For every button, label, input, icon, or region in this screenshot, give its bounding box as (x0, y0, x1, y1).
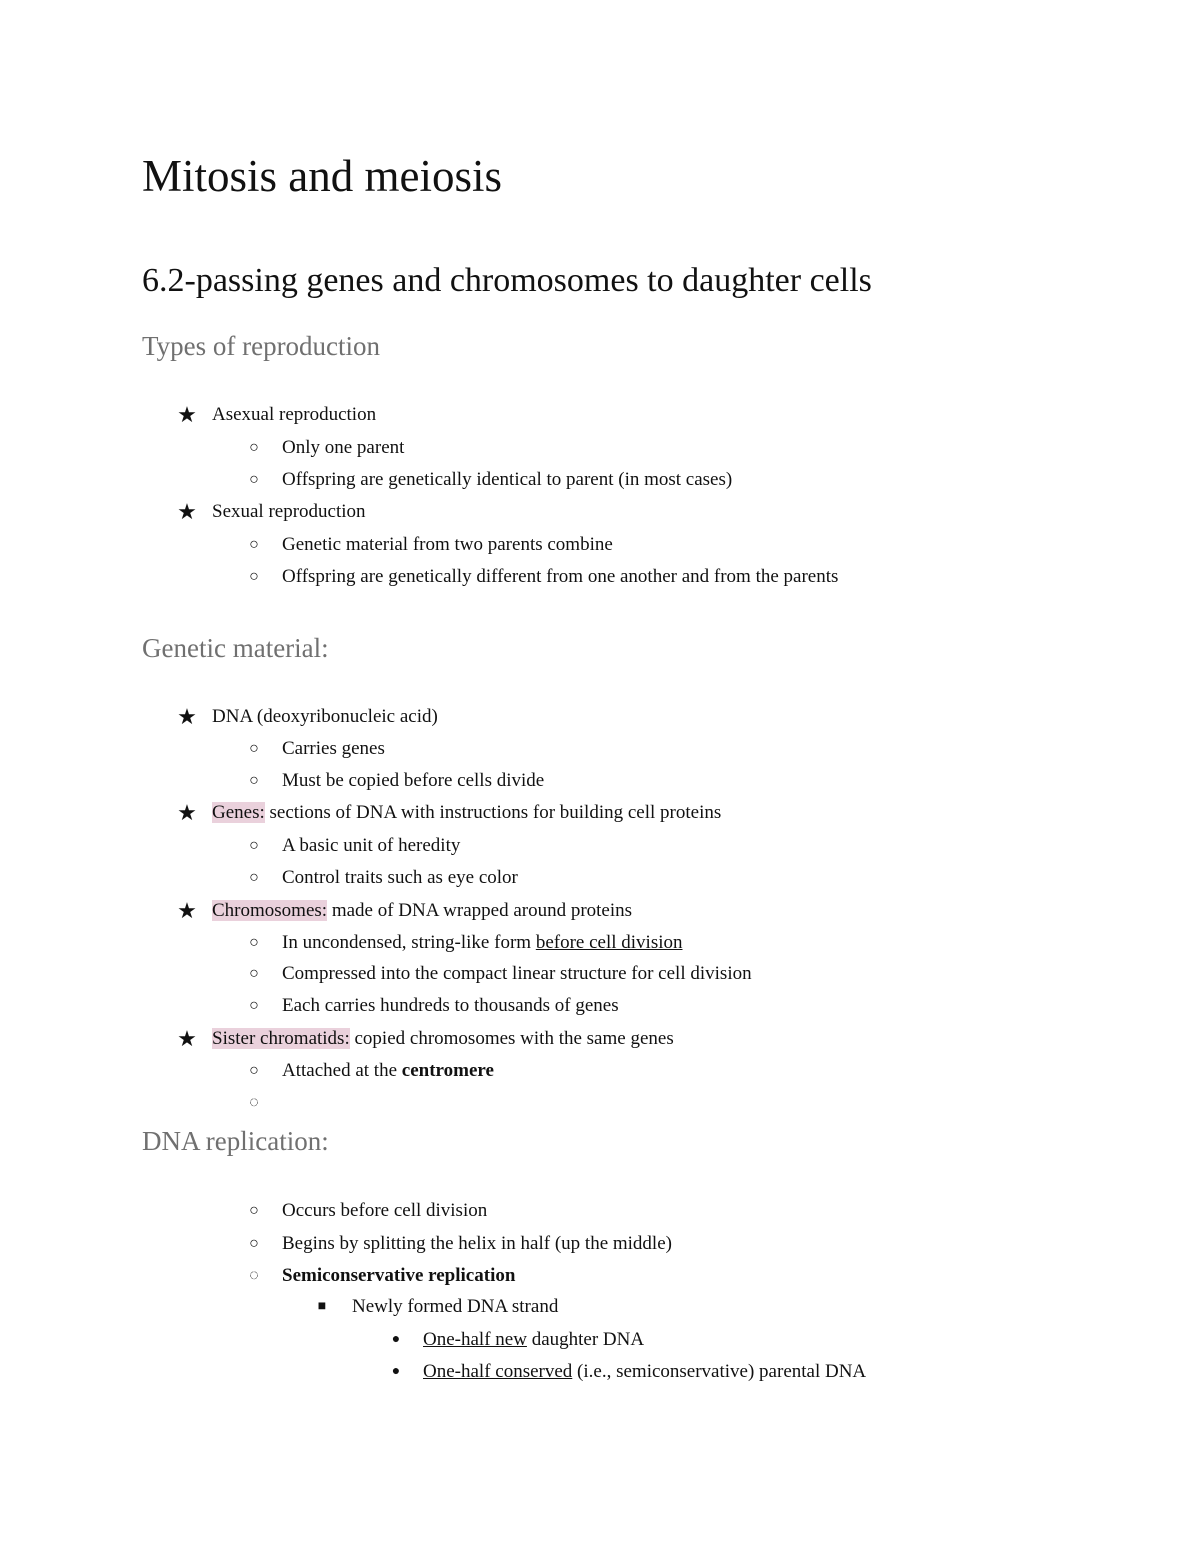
star-bullet-icon: ★ (177, 898, 197, 923)
list-item-text: Offspring are genetically different from one another and from the parents (282, 566, 839, 587)
circle-bullet-icon: ○ (249, 1202, 259, 1219)
list-item-text: Each carries hundreds to thousands of genes (282, 995, 619, 1016)
list-item-text: Newly formed DNA strand (352, 1296, 559, 1317)
circle-bullet-icon: ○ (249, 1235, 259, 1252)
star-bullet-icon: ★ (177, 499, 197, 524)
circle-bullet-icon: ○ (249, 439, 259, 456)
empty-circle-bullet-icon: ◌ (249, 1267, 259, 1284)
circle-bullet-icon: ○ (249, 934, 259, 951)
section-heading: 6.2-passing genes and chromosomes to daughter cells (142, 262, 872, 299)
list-item-text: Begins by splitting the helix in half (up the middle) (282, 1233, 672, 1254)
circle-bullet-icon: ○ (249, 772, 259, 789)
text-run: In uncondensed, string-like form (282, 932, 536, 953)
empty-circle-bullet-icon: ◌ (249, 1094, 259, 1111)
star-bullet-icon: ★ (177, 704, 197, 729)
types-of-reproduction-heading: Types of reproduction (142, 331, 381, 361)
dna-label: DNA (deoxyribonucleic acid) (212, 706, 438, 727)
text-run: Attached at the (282, 1060, 402, 1081)
circle-bullet-icon: ○ (249, 965, 259, 982)
underlined-text: before cell division (535, 932, 683, 953)
list-item-text: Genetic material from two parents combine (282, 534, 613, 555)
list-item-text: Compressed into the compact linear structure for cell division (282, 963, 752, 984)
asexual-reproduction-label: Asexual reproduction (212, 404, 377, 425)
list-item-text: Offspring are genetically identical to parent (in most cases) (282, 469, 733, 490)
sister-chromatids-definition (212, 1024, 674, 1054)
document-title: Mitosis and meiosis (142, 151, 503, 201)
underlined-text: One-half new (423, 1329, 527, 1350)
circle-bullet-icon: ○ (249, 997, 259, 1014)
list-item-text: Must be copied before cells divide (282, 770, 545, 791)
list-item-text: Only one parent (282, 437, 405, 458)
definition-text: made of DNA wrapped around proteins (327, 900, 633, 921)
genes-definition (212, 798, 721, 828)
list-item-text (423, 1357, 866, 1387)
dot-bullet-icon: ● (391, 1364, 401, 1379)
highlighted-term: Sister chromatids: (212, 1028, 350, 1049)
semiconservative-replication-label: Semiconservative replication (282, 1265, 516, 1286)
text-run: daughter DNA (526, 1329, 645, 1350)
square-bullet-icon: ■ (317, 1299, 327, 1314)
list-item-text: A basic unit of heredity (282, 835, 461, 856)
circle-bullet-icon: ○ (249, 568, 259, 585)
circle-bullet-icon: ○ (249, 869, 259, 886)
bold-text: centromere (401, 1060, 494, 1081)
list-item-text (282, 928, 683, 958)
dot-bullet-icon: ● (391, 1332, 401, 1347)
star-bullet-icon: ★ (177, 1026, 197, 1051)
dna-replication-heading: DNA replication: (142, 1126, 329, 1156)
circle-bullet-icon: ○ (249, 536, 259, 553)
star-bullet-icon: ★ (177, 402, 197, 427)
circle-bullet-icon: ○ (249, 1062, 259, 1079)
list-item-text: Occurs before cell division (282, 1200, 488, 1221)
highlighted-term: Chromosomes: (212, 900, 328, 921)
list-item-text: Carries genes (282, 738, 385, 759)
genetic-material-heading: Genetic material: (142, 633, 329, 663)
circle-bullet-icon: ○ (249, 740, 259, 757)
definition-text: sections of DNA with instructions for building cell proteins (264, 802, 722, 823)
list-item-text (282, 1056, 494, 1086)
definition-text: copied chromosomes with the same genes (349, 1028, 674, 1049)
list-item-text (423, 1325, 644, 1355)
highlighted-term: Genes: (212, 802, 265, 823)
chromosomes-definition (212, 896, 632, 926)
star-bullet-icon: ★ (177, 800, 197, 825)
circle-bullet-icon: ○ (249, 471, 259, 488)
underlined-text: One-half conserved (423, 1361, 573, 1382)
circle-bullet-icon: ○ (249, 837, 259, 854)
sexual-reproduction-label: Sexual reproduction (212, 501, 366, 522)
list-item-text: Control traits such as eye color (282, 867, 518, 888)
text-run: (i.e., semiconservative) parental DNA (572, 1361, 867, 1382)
